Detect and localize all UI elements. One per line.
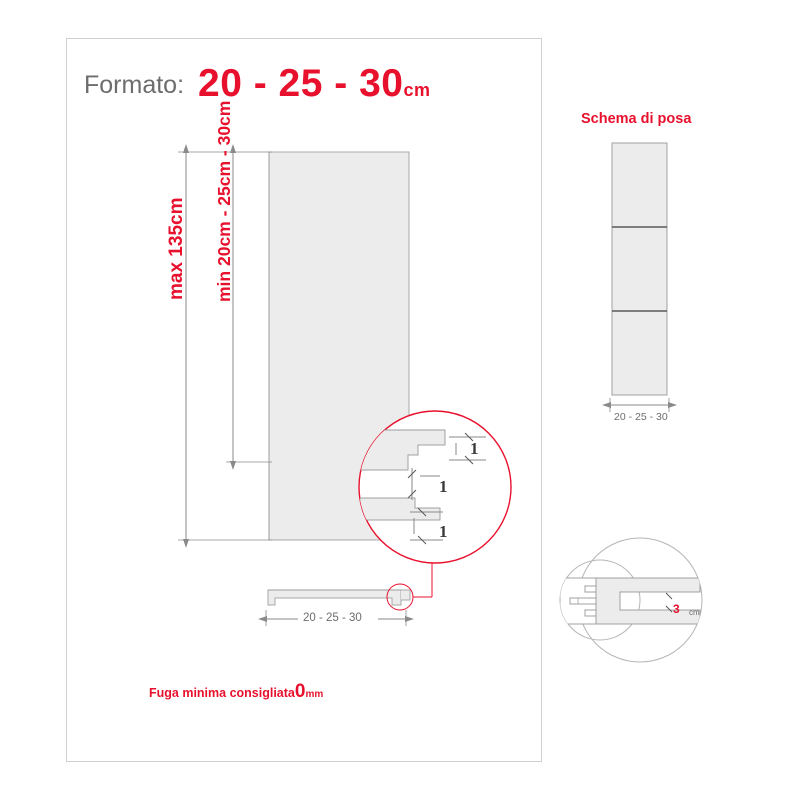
callout-2: 1 [439, 477, 448, 496]
formato-value-text: 20 - 25 - 30 [198, 62, 404, 105]
footer-note [149, 682, 323, 701]
dimension-min-height-label: min 20cm - 25cm - 30cm [214, 100, 234, 302]
callout-3: 1 [439, 522, 448, 541]
schema-di-posa-title: Schema di posa [581, 111, 692, 127]
detail-magnifier-main [359, 411, 511, 563]
footer-note-value: 0 [294, 681, 306, 702]
formato-value [198, 64, 430, 103]
formato-unit: cm [403, 80, 431, 100]
schema-width-label: 20 - 25 - 30 [614, 411, 668, 423]
callout-1: 1 [470, 439, 479, 458]
detail-thickness-value: 3 [673, 602, 680, 616]
schema-di-posa-drawing [610, 143, 669, 412]
detail-thickness-unit: cm [689, 608, 700, 617]
footer-note-unit: mm [305, 689, 324, 700]
detail-magnifier-joint [560, 538, 702, 662]
dimension-max-height-label: max 135cm [166, 197, 187, 300]
dimension-tile-width-label: 20 - 25 - 30 [303, 612, 362, 624]
formato-label: Formato: [84, 71, 185, 99]
footer-note-text: Fuga minima consigliata [149, 686, 295, 700]
